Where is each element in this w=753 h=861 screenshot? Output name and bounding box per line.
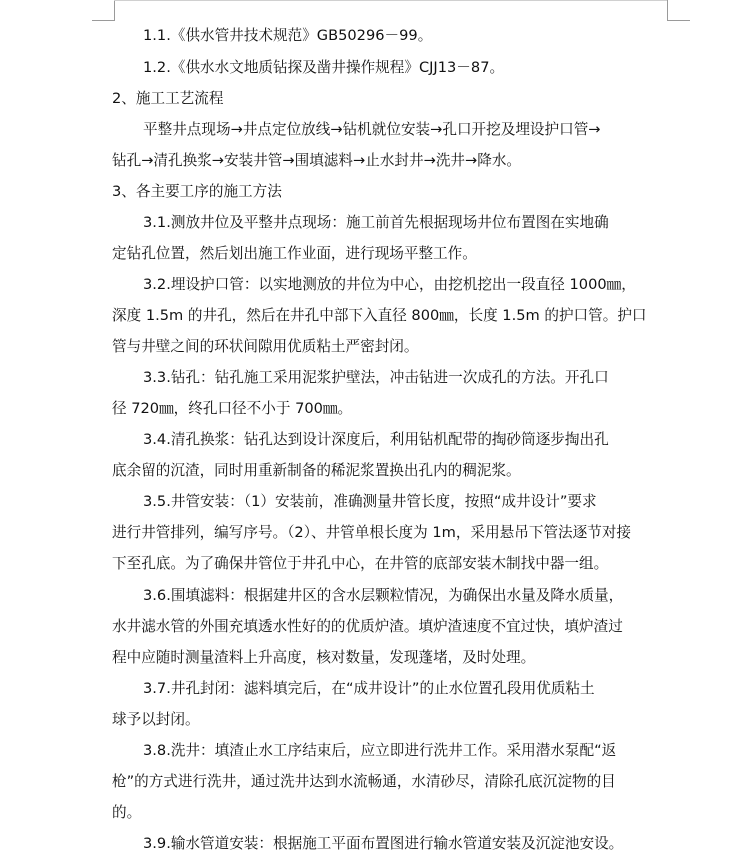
paragraph-line: 钻孔→清孔换浆→安装井管→围填滤料→止水封井→洗井→降水。 <box>112 152 522 169</box>
paragraph-line: 下至孔底。为了确保井管位于井孔中心，在井管的底部安装木制找中器一组。 <box>112 555 609 572</box>
paragraph-line: 进行井管排列，编写序号。（2）、井管单根长度为 1m，采用悬吊下管法逐节对接 <box>112 524 632 541</box>
paragraph-line: 3.4.清孔换浆：钻孔达到设计深度后，利用钻机配带的掏砂筒逐步掏出孔 <box>143 431 609 448</box>
paragraph-line: 3.1.测放井位及平整井点现场：施工前首先根据现场井位布置图在实地确 <box>143 214 609 231</box>
paragraph-line: 3.3.钻孔：钻孔施工采用泥浆护壁法，冲击钻进一次成孔的方法。开孔口 <box>143 369 609 386</box>
paragraph-line: 3.9.输水管道安装：根据施工平面布置图进行输水管道安装及沉淀池安设。 <box>143 835 624 852</box>
reference-1-1: 1.1.《供水管井技术规范》GB50296－99。 <box>143 27 433 44</box>
paragraph-line: 水井滤水管的外围充填透水性好的的优质炉渣。填炉渣速度不宜过快，填炉渣过 <box>112 618 623 635</box>
paragraph-line: 径 720㎜，终孔口径不小于 700㎜。 <box>112 400 353 417</box>
paragraph-line: 3.5.井管安装：（1）安装前，准确测量井管长度，按照“成井设计”要求 <box>143 493 597 510</box>
reference-1-2: 1.2.《供水水文地质钻探及凿井操作规程》CJJ13－87。 <box>143 59 505 76</box>
section-heading-2: 2、施工工艺流程 <box>112 90 224 107</box>
paragraph-line: 枪”的方式进行洗井，通过洗井达到水流畅通，水清砂尽，清除孔底沉淀物的目 <box>112 773 616 790</box>
page-corner-mark-left <box>92 0 115 21</box>
page-top-edge <box>114 0 667 1</box>
paragraph-line: 3.2.埋设护口管：以实地测放的井位为中心，由挖机挖出一段直径 1000㎜， <box>143 276 636 293</box>
paragraph-line: 3.6.围填滤料：根据建井区的含水层颗粒情况，为确保出水量及降水质量， <box>143 587 624 604</box>
paragraph-line: 3.7.井孔封闭：滤料填完后，在“成井设计”的止水位置孔段用优质粘土 <box>143 680 595 697</box>
paragraph-line: 管与井壁之间的环状间隙用优质粘土严密封闭。 <box>112 338 419 355</box>
paragraph-line: 深度 1.5m 的井孔，然后在井孔中部下入直径 800㎜，长度 1.5m 的护口管。护口 <box>112 307 647 324</box>
paragraph-line: 平整井点现场→井点定位放线→钻机就位安装→孔口开挖及埋设护口管→ <box>143 121 601 138</box>
section-heading-3: 3、各主要工序的施工方法 <box>112 183 282 200</box>
paragraph-line: 的。 <box>112 804 142 821</box>
paragraph-line: 程中应随时测量渣料上升高度，核对数量，发现蓬堵，及时处理。 <box>112 649 536 666</box>
paragraph-line: 3.8.洗井：填渣止水工序结束后，应立即进行洗井工作。采用潜水泵配“返 <box>143 742 617 759</box>
paragraph-line: 球予以封闭。 <box>112 711 200 728</box>
paragraph-line: 定钻孔位置，然后划出施工作业面，进行现场平整工作。 <box>112 245 477 262</box>
page-corner-mark-right <box>667 0 690 21</box>
paragraph-line: 底余留的沉渣，同时用重新制备的稀泥浆置换出孔内的稠泥浆。 <box>112 462 521 479</box>
